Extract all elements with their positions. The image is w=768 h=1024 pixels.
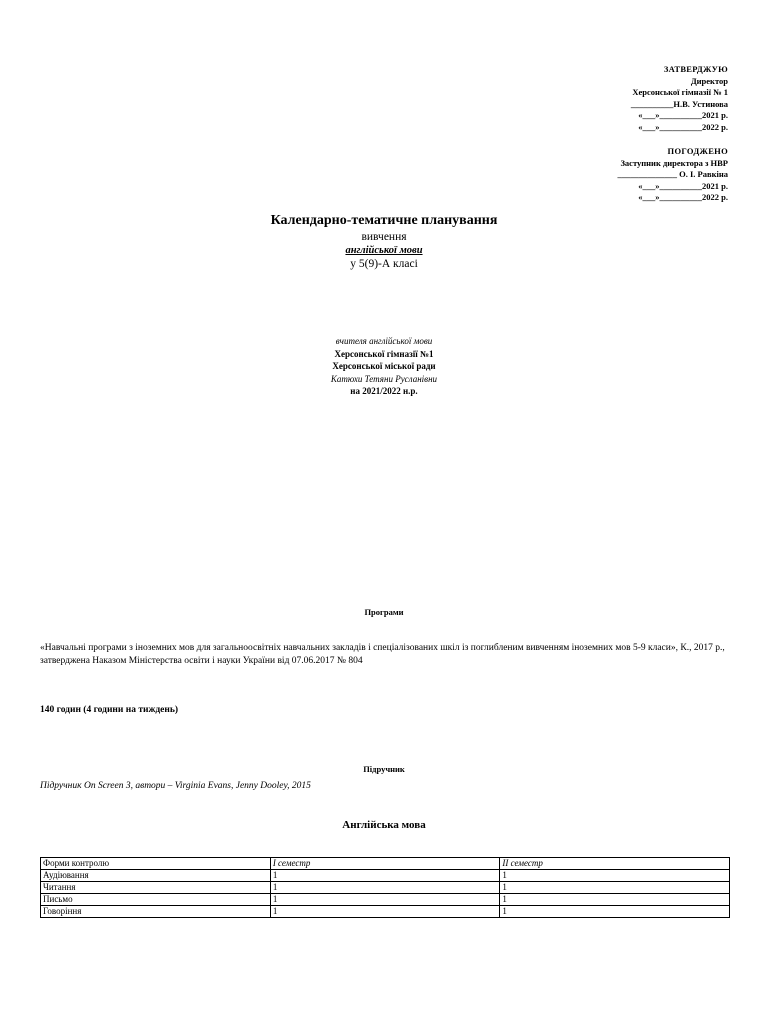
- textbook-heading: Підручник: [363, 764, 405, 774]
- table-cell: 1: [500, 894, 730, 906]
- approval-line: Директор: [690, 75, 728, 86]
- title-study-line: вивчення: [361, 231, 407, 243]
- table-cell: Письмо: [41, 894, 271, 906]
- hours-text: 140 годин (4 години на тиждень): [40, 705, 179, 715]
- approval-heading: ЗАТВЕРДЖУЮ: [663, 64, 728, 74]
- agreement-line: «___»__________2022 р.: [638, 192, 728, 202]
- approval-block: [631, 64, 728, 133]
- table-header-row: [41, 858, 730, 870]
- approval-line: «___»__________2022 р.: [638, 121, 728, 132]
- table-header-cell: І семестр: [270, 858, 500, 870]
- table-header-cell: ІІ семестр: [500, 858, 730, 870]
- teacher-name: Катюхи Тетяни Русланівни: [330, 373, 438, 384]
- approval-line: __________Н.В. Устинова: [630, 98, 728, 109]
- agreement-block: [618, 146, 728, 204]
- table-cell: 1: [270, 870, 500, 882]
- approval-line: Херсонської гімназії № 1: [632, 87, 728, 97]
- academic-year: на 2021/2022 н.р.: [350, 386, 418, 396]
- title-block: [0, 212, 768, 271]
- table-cell: Аудіювання: [41, 870, 271, 882]
- table-row: [41, 906, 730, 918]
- teacher-role: вчителя англійської мови: [335, 336, 433, 346]
- table-header-cell: Форми контролю: [41, 858, 271, 870]
- title-subject: англійської мови: [345, 245, 423, 256]
- textbook-text: Підручник On Screen 3, автори – Virginia Evans, Jenny Dooley, 2015: [40, 781, 311, 791]
- agreement-line: Заступник директора з НВР: [620, 157, 728, 168]
- teacher-block: [0, 335, 768, 398]
- table-cell: 1: [270, 906, 500, 918]
- teacher-council: Херсонської міської ради: [332, 361, 436, 371]
- table-cell: 1: [500, 882, 730, 894]
- program-heading: Програми: [364, 607, 404, 617]
- table-cell: 1: [500, 870, 730, 882]
- agreement-heading: ПОГОДЖЕНО: [667, 146, 728, 156]
- table-cell: 1: [270, 894, 500, 906]
- document-title: Календарно-тематичне планування: [270, 213, 498, 228]
- agreement-line: «___»__________2021 р.: [638, 180, 728, 191]
- subject-title: Англійська мова: [342, 819, 426, 831]
- approval-line: «___»__________2021 р.: [638, 110, 728, 120]
- table-row: [41, 882, 730, 894]
- table-cell: Говоріння: [41, 906, 271, 918]
- program-text: «Навчальні програми з іноземних мов для загальноосвітніх навчальних закладів і спеціалізованих шкіл із поглибленим вивченням іноземних мов 5-9 класи», К., 2017 р., затверджена Наказом Міністерства освіти і науки України від 07.06.2017 № 804: [40, 643, 725, 666]
- table-cell: 1: [270, 882, 500, 894]
- table-row: [41, 894, 730, 906]
- table-cell: Читання: [41, 882, 271, 894]
- teacher-school: Херсонської гімназії №1: [334, 348, 434, 359]
- agreement-line: ______________ О. І. Равкіна: [617, 169, 728, 179]
- table-row: [41, 870, 730, 882]
- control-forms-table: [40, 857, 730, 918]
- table-cell: 1: [500, 906, 730, 918]
- title-grade: у 5(9)-А класі: [350, 258, 418, 270]
